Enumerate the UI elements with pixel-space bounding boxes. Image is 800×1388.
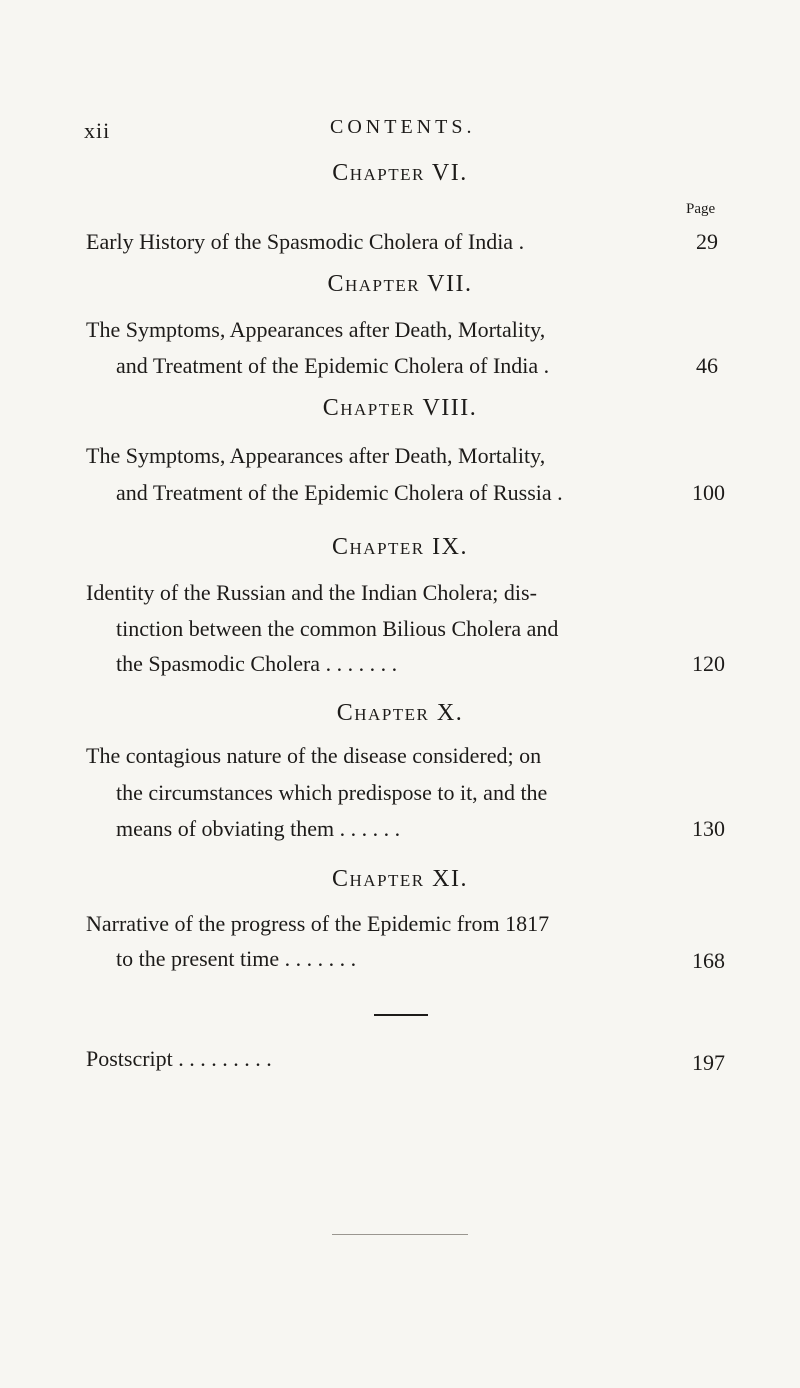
page-number: 46: [696, 353, 718, 378]
page-number: 29: [696, 229, 718, 254]
postscript-entry: Postscript . . . . . . . . .: [86, 1046, 272, 1071]
entry-line: Early History of the Spasmodic Cholera of India .: [86, 229, 525, 254]
page-number: 100: [692, 480, 725, 505]
bottom-rule: [332, 1234, 468, 1235]
chapter-heading: Chapter XI.: [332, 866, 468, 892]
page-number: 130: [692, 816, 725, 841]
entry-line: The Symptoms, Appearances after Death, Mortality,: [86, 317, 546, 342]
page-number: 168: [692, 948, 725, 973]
chapter-heading: Chapter VII.: [327, 271, 473, 297]
entry-line: Identity of the Russian and the Indian Cholera; dis-: [86, 580, 537, 605]
entry-line: means of obviating them . . . . . .: [116, 816, 401, 841]
entry-line: and Treatment of the Epidemic Cholera of Russia .: [116, 480, 563, 505]
entry-line: to the present time . . . . . . .: [116, 946, 357, 971]
entry-line: the Spasmodic Cholera . . . . . . .: [116, 651, 398, 676]
page-column-label: Page: [686, 201, 716, 217]
entry-line: tinction between the common Bilious Cholera and: [116, 616, 559, 641]
entry-line: the circumstances which predispose to it, and the: [116, 780, 548, 805]
entry-line: Narrative of the progress of the Epidemic from 1817: [86, 911, 550, 936]
entry-line: The contagious nature of the disease considered; on: [86, 743, 542, 768]
page-number: 197: [692, 1050, 725, 1075]
chapter-heading: Chapter VI.: [332, 160, 468, 186]
entry-line: The Symptoms, Appearances after Death, Mortality,: [86, 443, 546, 468]
page-number: 120: [692, 651, 725, 676]
entry-line: and Treatment of the Epidemic Cholera of India .: [116, 353, 550, 378]
chapter-heading: Chapter X.: [336, 700, 464, 726]
running-title: CONTENTS.: [330, 116, 476, 138]
chapter-heading: Chapter VIII.: [322, 395, 478, 421]
folio-number: xii: [84, 118, 111, 143]
section-divider: [374, 1014, 428, 1016]
chapter-heading: Chapter IX.: [332, 534, 468, 560]
